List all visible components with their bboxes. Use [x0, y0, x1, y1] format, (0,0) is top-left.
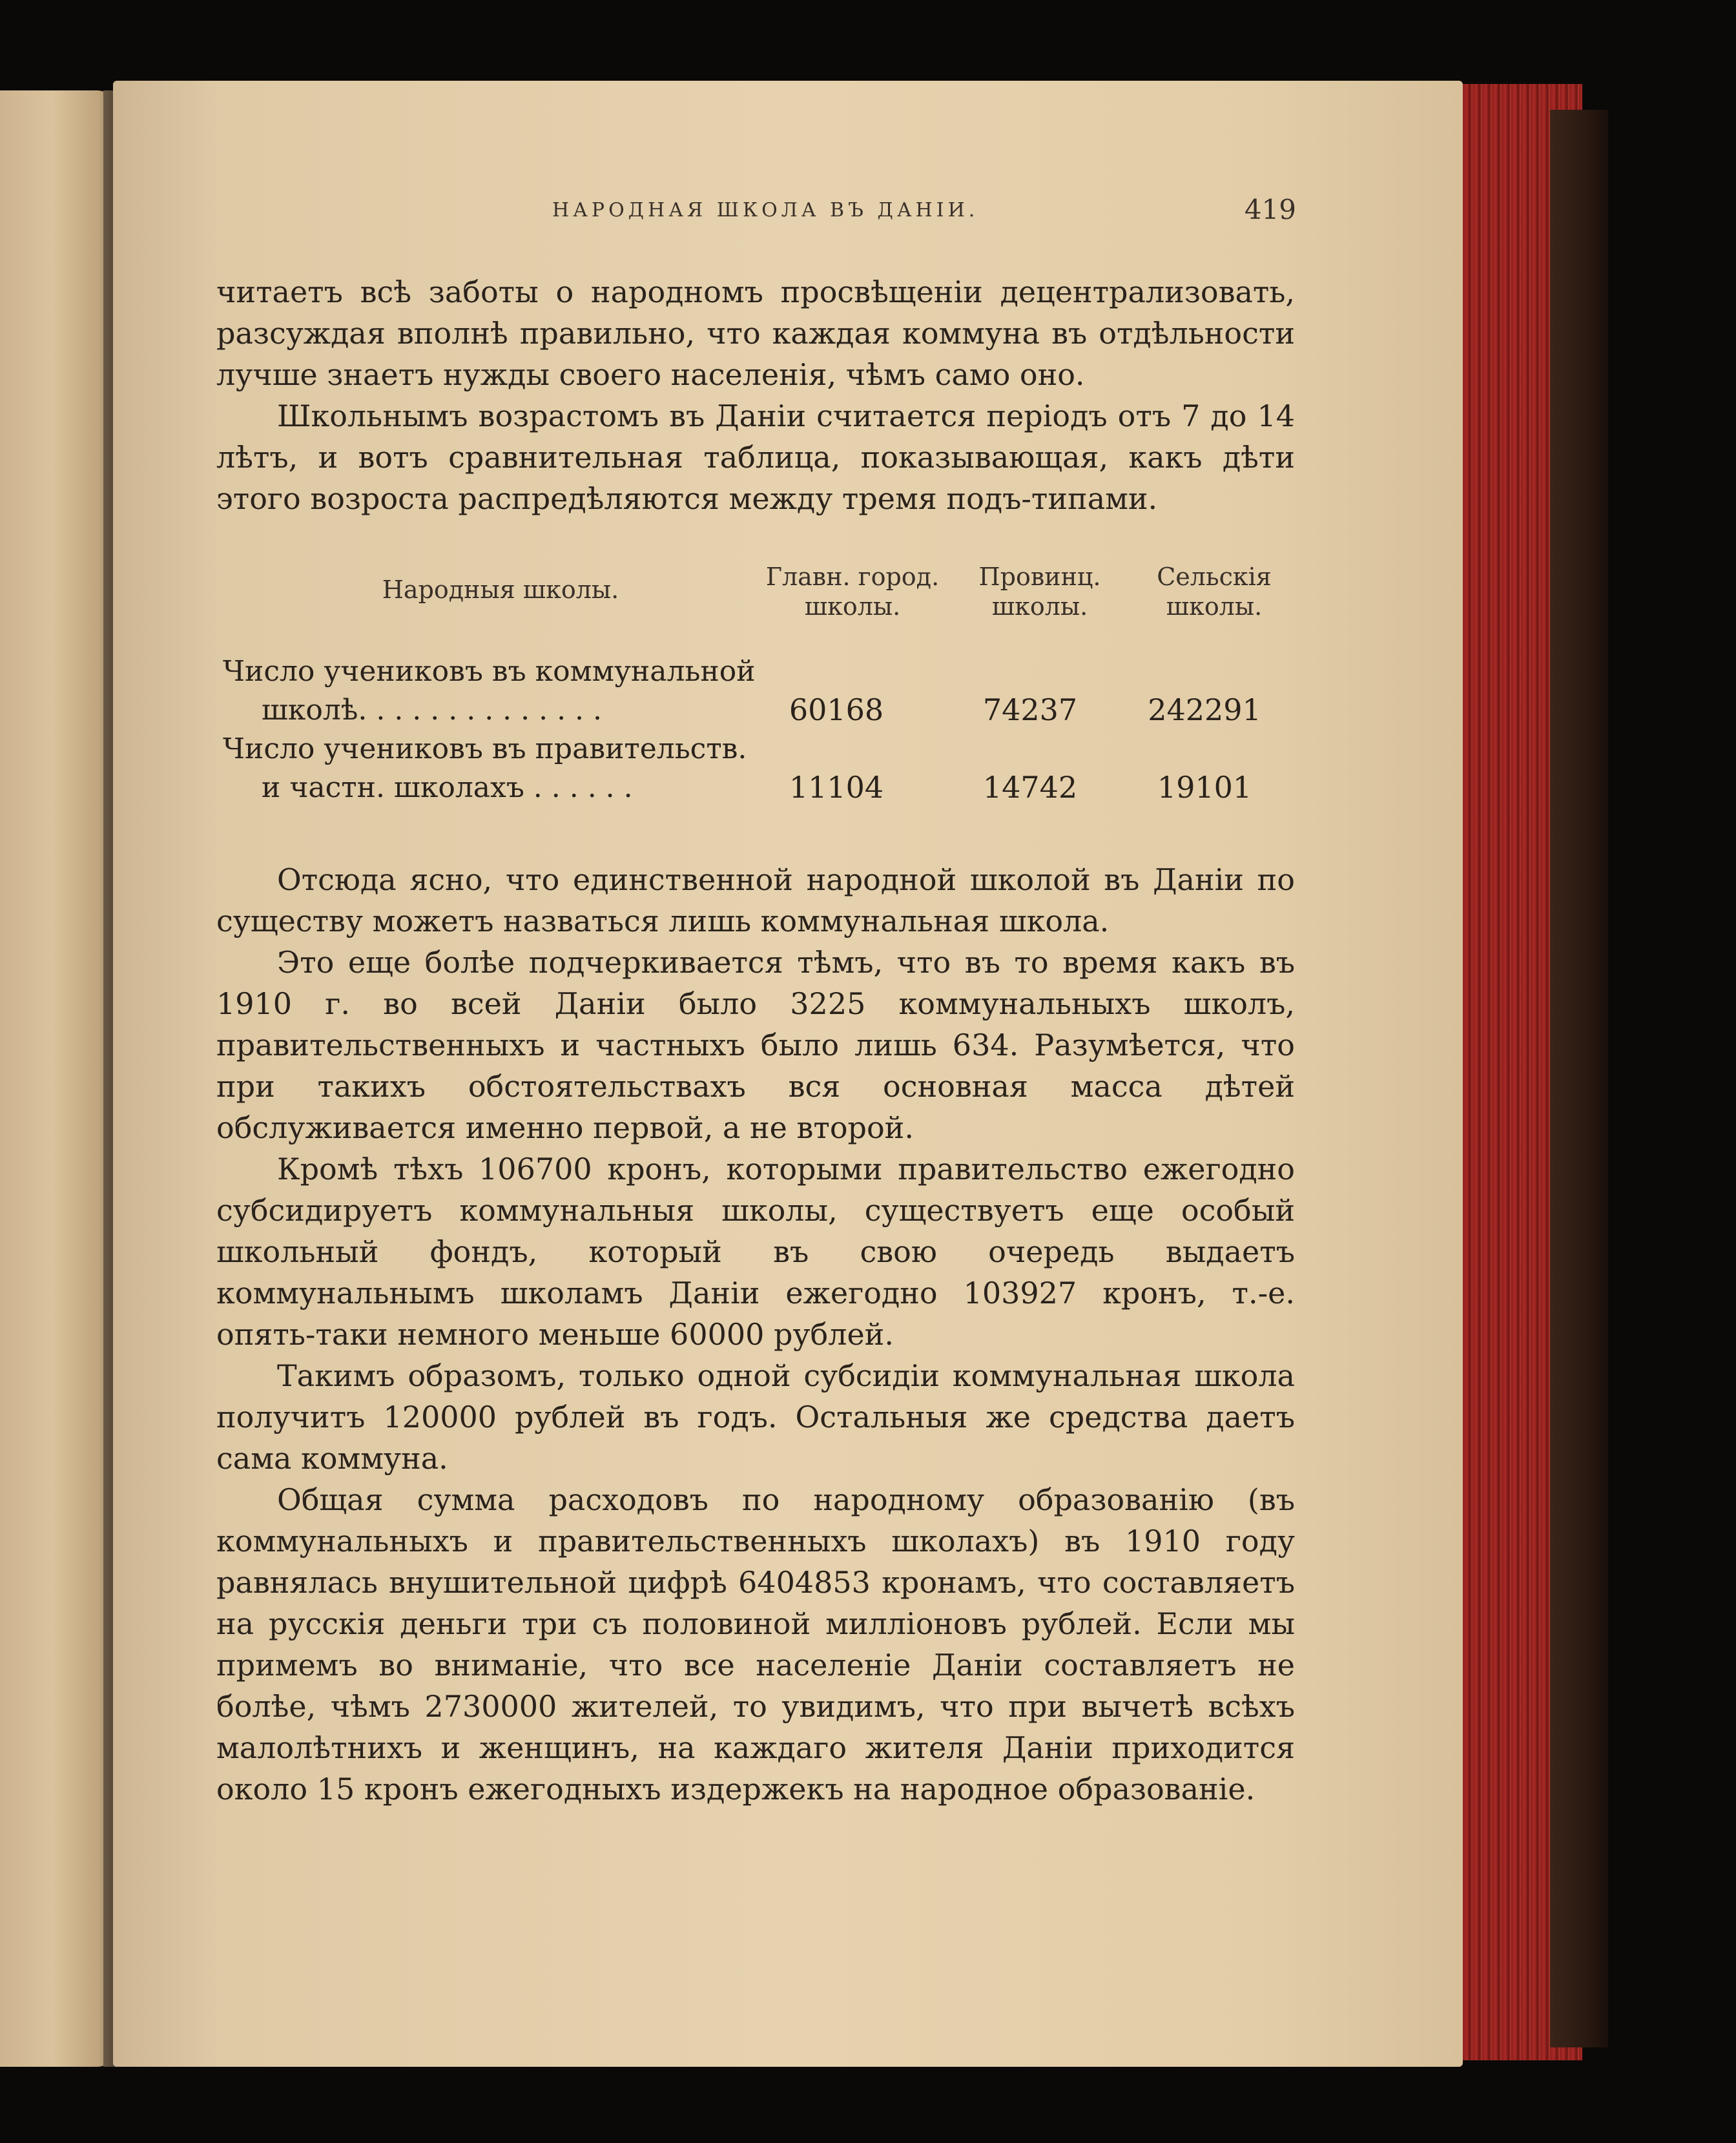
row-label-line: Число учениковъ въ правительств.: [223, 732, 747, 765]
table-header: Провинц. школы.: [978, 563, 1101, 621]
table-cell: 74237: [982, 692, 1078, 727]
paragraph: читаетъ всѣ заботы о народномъ просвѣщеніи децентрализовать, разсуждая вполнѣ правильно, что каждая коммуна въ отдѣльности лучше знаетъ нужды своего населенія, чѣмъ само оно.: [216, 274, 1295, 392]
page-number: 419: [1244, 194, 1296, 225]
book-cover-edge: [1550, 110, 1608, 2047]
table-row-label: [223, 652, 804, 730]
table-header: Сельскія школы.: [1157, 563, 1272, 621]
paragraph: Общая сумма расходовъ по народному образованію (въ коммунальныхъ и правительственныхъ школахъ) въ 1910 году равнялась внушительной цифрѣ 6404853 кронамъ, что составляетъ на русскія деньги три съ половиной милліоновъ рублей. Если мы примемъ во вниманіе, что все населеніе Даніи составляетъ не болѣе, чѣмъ 2730000 жителей, то увидимъ, что при вычетѣ всѣхъ малолѣтнихъ и женщинъ, на каждаго жителя Даніи приходится около 15 кронъ ежегодныхъ издержекъ на народное образованіе.: [216, 1482, 1295, 1807]
row-label-line: Число учениковъ въ коммунальной: [223, 655, 756, 688]
paragraph: Школьнымъ возрастомъ въ Даніи считается періодъ отъ 7 до 14 лѣтъ, и вотъ сравнительная таблица, показывающая, какъ дѣти этого возроста распредѣляются между тремя подъ-типами.: [216, 399, 1295, 516]
running-head: [216, 194, 1295, 233]
table-header: Народныя школы.: [382, 575, 619, 604]
paragraph: Это еще болѣе подчеркивается тѣмъ, что въ то время какъ въ 1910 г. во всей Даніи было 3225 коммунальныхъ школъ, правительственныхъ и частныхъ было лишь 634. Разумѣется, что при такихъ обстоятельствахъ вся основная масса дѣтей обслуживается именно первой, а не второй.: [216, 945, 1295, 1145]
table-row-label: [223, 730, 804, 807]
table-cell: 242291: [1148, 692, 1261, 727]
table-cell: 14742: [982, 770, 1078, 805]
table-header: Главн. город. школы.: [765, 563, 940, 621]
left-page-edge: [0, 90, 116, 2067]
running-head-title: НАРОДНАЯ ШКОЛА ВЪ ДАНІИ.: [552, 199, 979, 222]
paragraph: Отсюда ясно, что единственной народной школой въ Даніи по существу можетъ назваться лишь коммунальная школа.: [216, 862, 1295, 938]
paragraph: Кромѣ тѣхъ 106700 кронъ, которыми правительство ежегодно субсидируетъ коммунальныя школы, существуетъ еще особый школьный фондъ, который въ свою очередь выдаетъ коммунальнымъ школамъ Даніи ежегодно 103927 кронъ, т.-е. опять-таки немного меньше 60000 рублей.: [216, 1152, 1295, 1352]
table-cell: 60168: [789, 692, 884, 727]
row-label-line: и частн. школахъ . . . . . .: [262, 771, 633, 804]
row-label-line: школѣ. . . . . . . . . . . . . .: [262, 694, 603, 727]
paragraph: Такимъ образомъ, только одной субсидіи коммунальная школа получитъ 120000 рублей въ годъ. Остальныя же средства даетъ сама коммуна.: [216, 1358, 1295, 1476]
table-cell: 11104: [789, 770, 884, 805]
table-cell: 19101: [1157, 770, 1252, 805]
